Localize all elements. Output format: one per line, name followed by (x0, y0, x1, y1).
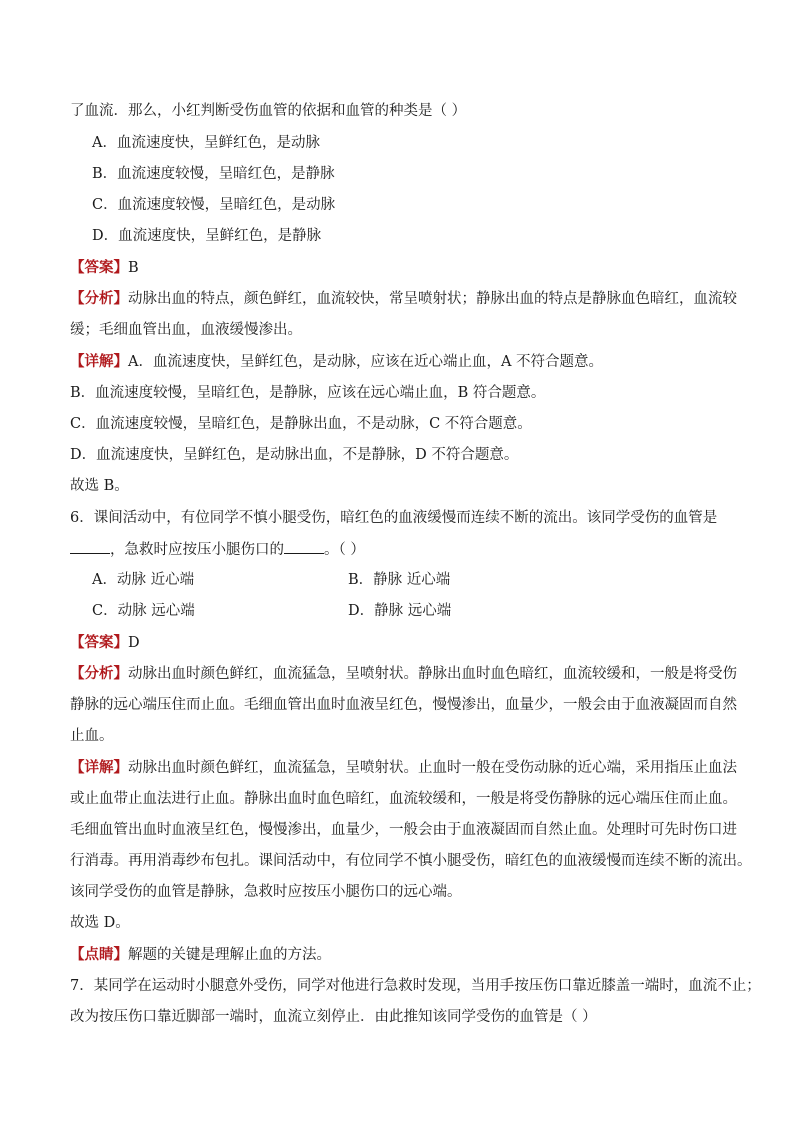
tip-text: 解题的关键是理解止血的方法。 (128, 947, 331, 963)
detail-tag: 【详解】 (70, 759, 128, 776)
q5-detail-line-2: B．血流速度较慢，呈暗红色，是静脉，应该在远心端止血，B 符合题意。 (70, 385, 546, 401)
analysis-tag: 【分析】 (70, 665, 128, 682)
q6-option-a: A．动脉 近心端 (92, 572, 195, 588)
answer-tag: 【答案】 (70, 259, 128, 276)
q5-option-d: D．血流速度快，呈鲜红色，是静脉 (92, 228, 322, 244)
q6-option-b: B．静脉 近心端 (348, 572, 451, 588)
q5-detail-line-1 (70, 352, 603, 372)
answer-tag: 【答案】 (70, 634, 128, 651)
q6-stem-line-1: 6．课间活动中，有位同学不慎小腿受伤，暗红色的血液缓慢而连续不断的流出。该同学受伤的血管是 (70, 510, 718, 526)
q6-analysis-line-1 (70, 664, 737, 684)
q6-detail-line-4: 行消毒。再用消毒纱布包扎。课间活动中，有位同学不慎小腿受伤，暗红色的血液缓慢而连续不断的流出。 (70, 853, 752, 869)
q5-analysis-line-2: 缓；毛细血管出血，血液缓慢渗出。 (70, 322, 302, 338)
detail-tag: 【详解】 (70, 353, 128, 370)
analysis-text: 动脉出血时颜色鲜红，血流猛急，呈喷射状。静脉出血时血色暗红，血流较缓和，一般是将受伤 (128, 666, 737, 682)
analysis-tag: 【分析】 (70, 290, 128, 307)
q6-conclusion: 故选 D。 (70, 915, 130, 931)
q6-detail-line-1 (70, 758, 737, 778)
q5-answer (70, 258, 139, 278)
answer-value: B (128, 260, 139, 276)
answer-value: D (128, 635, 140, 651)
answer-blank (284, 539, 324, 554)
q5-option-c: C．血流速度较慢，呈暗红色，是动脉 (92, 197, 336, 213)
detail-text: A．血流速度快，呈鲜红色，是动脉，应该在近心端止血，A 不符合题意。 (128, 354, 604, 370)
q6-detail-line-5: 该同学受伤的血管是静脉，急救时应按压小腿伤口的远心端。 (70, 884, 462, 900)
q7-stem-line-1: 7．某同学在运动时小腿意外受伤，同学对他进行急救时发现，当用手按压伤口靠近膝盖一端时，血流不止； (70, 978, 761, 994)
q6-detail-line-2: 或止血带止血法进行止血。静脉出血时血色暗红，血流较缓和，一般是将受伤静脉的远心端压住而止血。 (70, 791, 737, 807)
tip-tag: 【点睛】 (70, 946, 128, 963)
q6-option-d: D．静脉 远心端 (348, 603, 452, 619)
q5-option-a: A．血流速度快，呈鲜红色，是动脉 (92, 135, 320, 151)
q5-analysis-line-1 (70, 289, 737, 309)
q7-stem-line-2: 改为按压伤口靠近脚部一端时，血流立刻停止．由此推知该同学受伤的血管是（ ） (70, 1009, 597, 1025)
q6-detail-line-3: 毛细血管出血时血液呈红色，慢慢渗出，血量少，一般会由于血液凝固而自然止血。处理时可先时伤口进 (70, 822, 737, 838)
q6-stem-line-2 (70, 539, 365, 560)
q5-detail-line-4: D．血流速度快，呈鲜红色，是动脉出血，不是静脉，D 不符合题意。 (70, 447, 519, 463)
q5-option-b: B．血流速度较慢，呈暗红色，是静脉 (92, 166, 335, 182)
q5-conclusion: 故选 B。 (70, 478, 129, 494)
answer-blank (70, 539, 110, 554)
q5-stem: 了血流．那么，小红判断受伤血管的依据和血管的种类是（ ） (70, 103, 467, 119)
q6-tip (70, 945, 331, 965)
q6-analysis-line-2: 静脉的远心端压住而止血。毛细血管出血时血液呈红色，慢慢渗出，血量少，一般会由于血液凝固而自然 (70, 697, 737, 713)
detail-text: 动脉出血时颜色鲜红，血流猛急，呈喷射状。止血时一般在受伤动脉的近心端，采用指压止血法 (128, 760, 737, 776)
q6-answer (70, 633, 140, 653)
stem-text: ，急救时应按压小腿伤口的 (110, 542, 284, 558)
q6-analysis-line-3: 止血。 (70, 728, 114, 744)
q6-option-c: C．动脉 远心端 (92, 603, 195, 619)
stem-text: 。（ ） (324, 542, 365, 558)
analysis-text: 动脉出血的特点，颜色鲜红，血流较快，常呈喷射状；静脉出血的特点是静脉血色暗红，血流较 (128, 291, 737, 307)
q5-detail-line-3: C．血流速度较慢，呈暗红色，是静脉出血，不是动脉，C 不符合题意。 (70, 416, 532, 432)
